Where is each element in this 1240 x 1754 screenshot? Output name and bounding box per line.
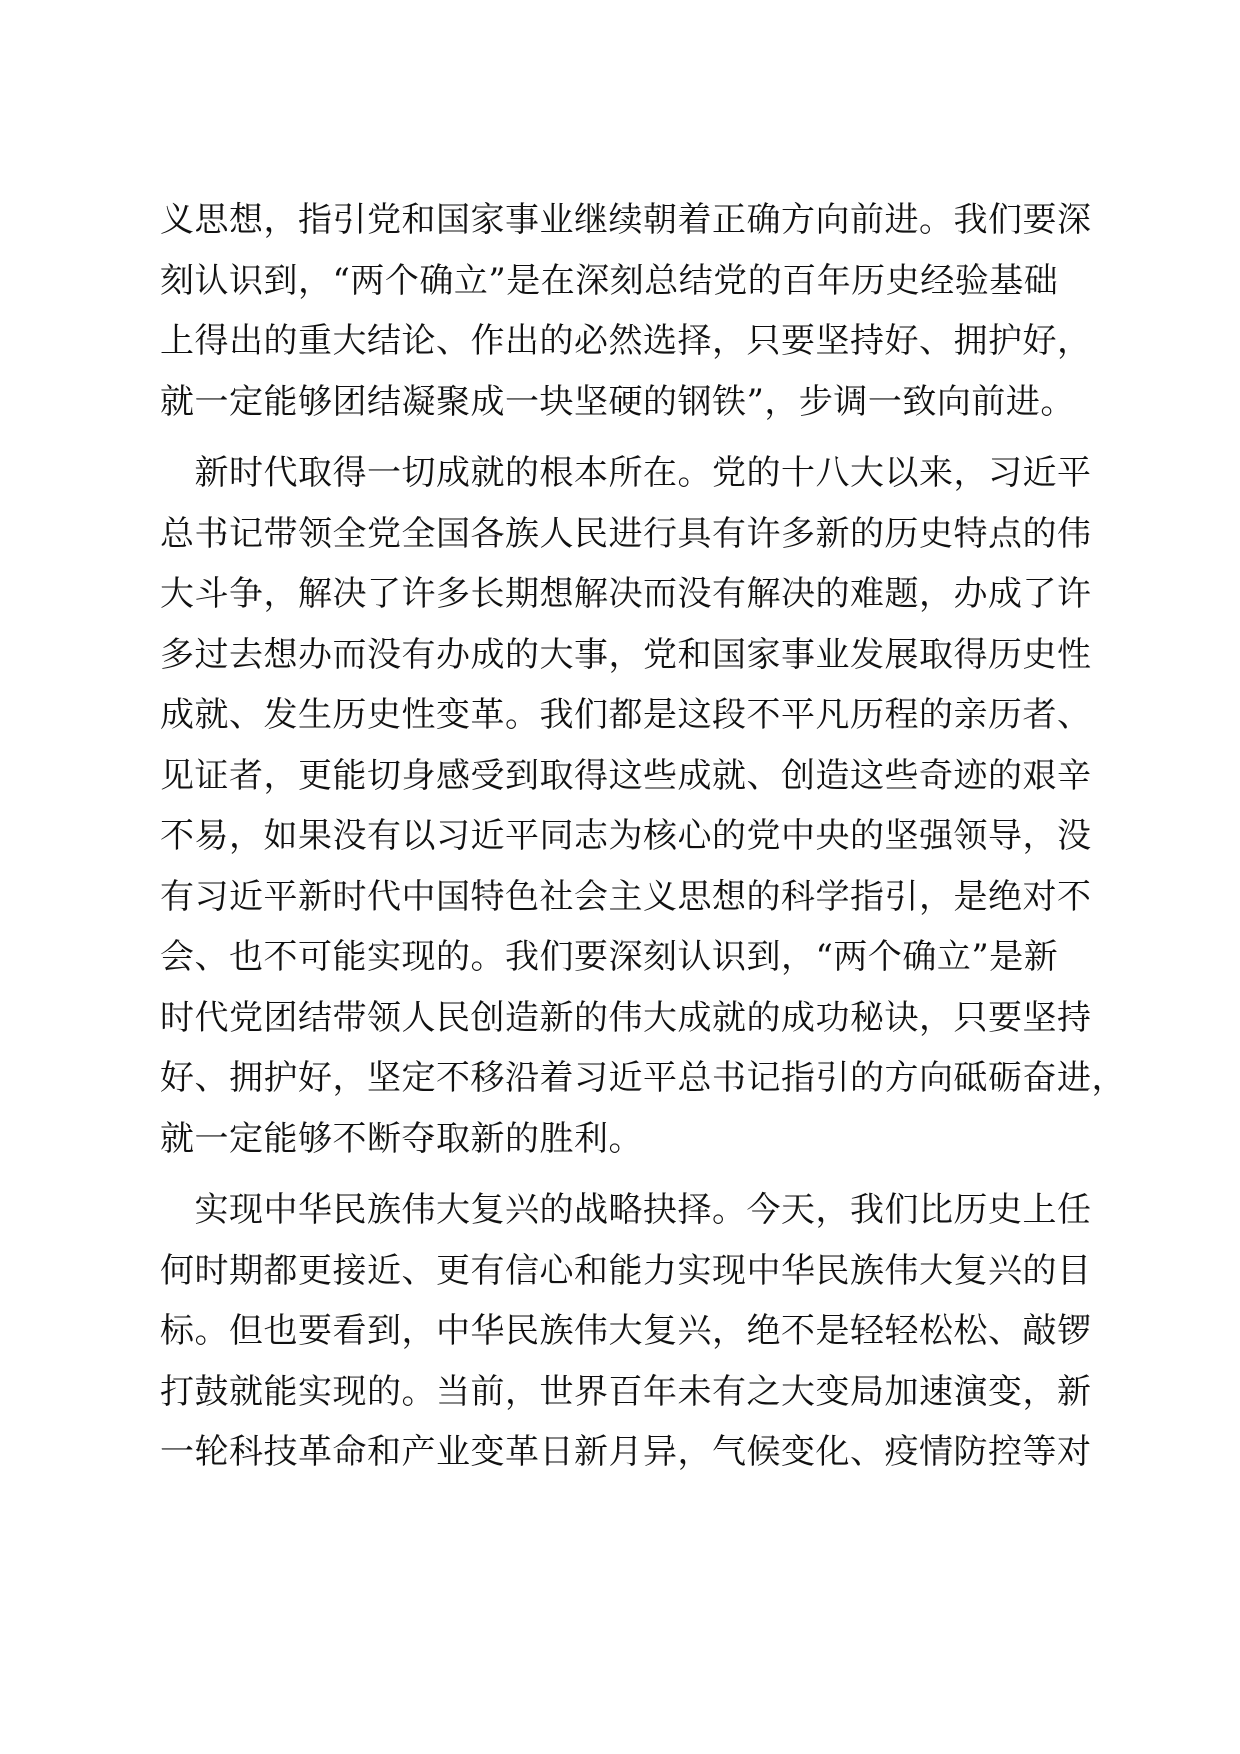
- paragraph: [160, 190, 1092, 432]
- text-line: 时代党团结带领人民创造新的伟大成就的成功秘诀，只要坚持: [160, 997, 1092, 1038]
- text-line: 不易，如果没有以习近平同志为核心的党中央的坚强领导，没: [160, 816, 1092, 856]
- text-line: 总书记带领全党全国各族人民进行具有许多新的历史特点的伟: [160, 513, 1092, 554]
- text-line: 新时代取得一切成就的根本所在。党的十八大以来，习近平: [160, 453, 1092, 493]
- paragraph: [160, 1180, 1092, 1483]
- paragraph-gap: [160, 1169, 1082, 1180]
- text-line: 打鼓就能实现的。当前，世界百年未有之大变局加速演变，新: [160, 1371, 1092, 1412]
- text-line: 实现中华民族伟大复兴的战略抉择。今天，我们比历史上任: [160, 1190, 1092, 1230]
- document-page: [160, 190, 1126, 1483]
- text-line: 有习近平新时代中国特色社会主义思想的科学指引，是绝对不: [160, 876, 1092, 917]
- paragraph-gap: [160, 432, 1082, 443]
- paragraph: [160, 443, 1126, 1169]
- text-line: 成就、发生历史性变革。我们都是这段不平凡历程的亲历者、: [160, 695, 1092, 735]
- text-line: 标。但也要看到，中华民族伟大复兴，绝不是轻轻松松、敲锣: [160, 1311, 1092, 1351]
- text-line: 就一定能够团结凝聚成一块坚硬的钢铁”，步调一致向前进。: [160, 381, 1075, 422]
- text-line: 会、也不可能实现的。我们要深刻认识到，“两个确立”是新: [160, 937, 1059, 977]
- text-line: 上得出的重大结论、作出的必然选择，只要坚持好、拥护好，: [160, 321, 1092, 361]
- text-line: 刻认识到，“两个确立”是在深刻总结党的百年历史经验基础: [160, 260, 1059, 301]
- text-line: 何时期都更接近、更有信心和能力实现中华民族伟大复兴的目: [160, 1250, 1092, 1291]
- text-line: 多过去想办而没有办成的大事，党和国家事业发展取得历史性: [160, 634, 1092, 675]
- text-line: 就一定能够不断夺取新的胜利。: [160, 1118, 643, 1159]
- text-line: 义思想，指引党和国家事业继续朝着正确方向前进。我们要深: [160, 200, 1092, 240]
- text-line: 见证者，更能切身感受到取得这些成就、创造这些奇迹的艰辛: [160, 755, 1092, 796]
- text-line: 一轮科技革命和产业变革日新月异，气候变化、疫情防控等对: [160, 1432, 1092, 1472]
- text-line: 好、拥护好，坚定不移沿着习近平总书记指引的方向砥砺奋进，: [160, 1058, 1126, 1098]
- text-line: 大斗争，解决了许多长期想解决而没有解决的难题，办成了许: [160, 574, 1092, 614]
